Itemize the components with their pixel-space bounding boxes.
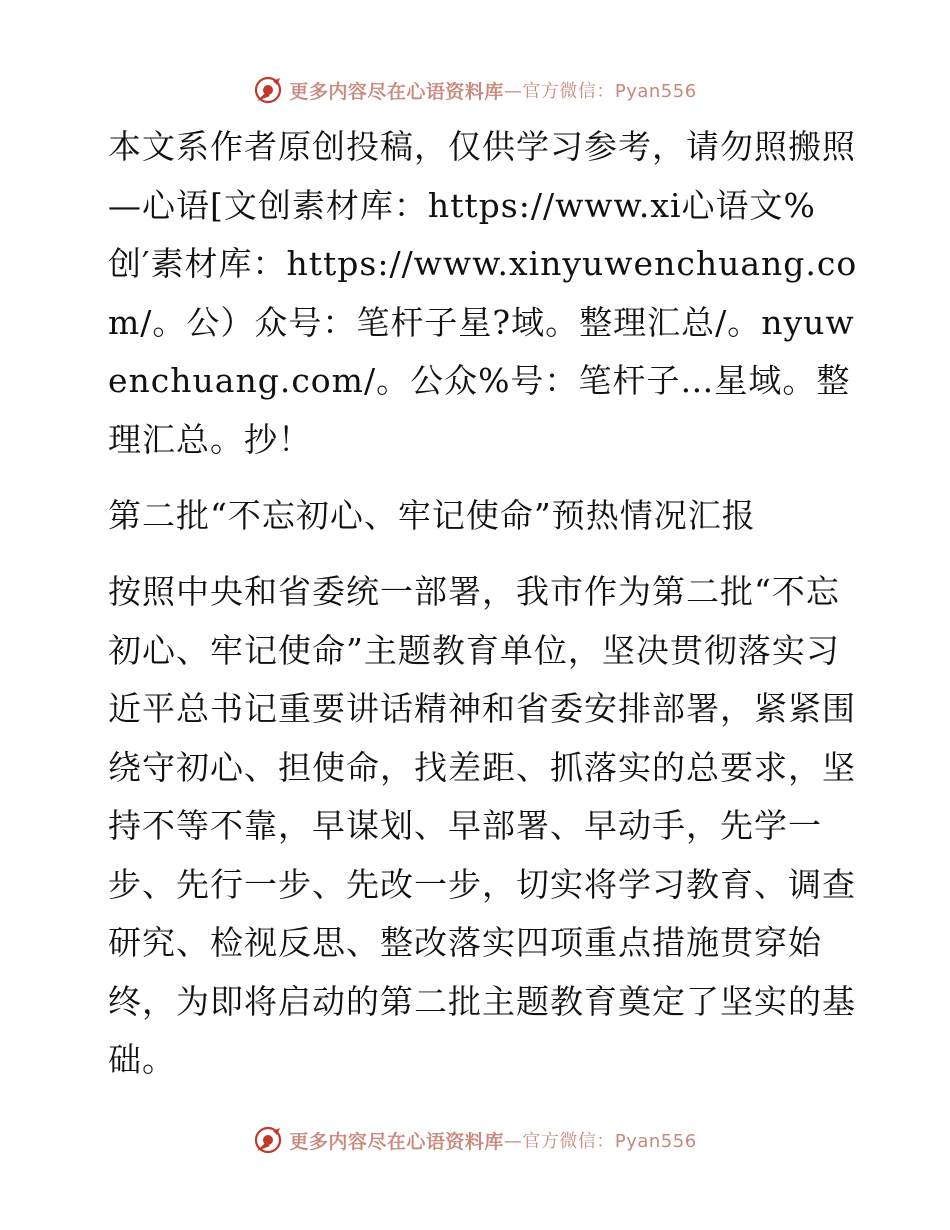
header-banner [0, 70, 950, 110]
footer-banner [0, 1120, 950, 1160]
header-banner-wechat: —官方微信：Pyan556 [503, 81, 697, 102]
document-title: 第二批“不忘初心、牢记使命”预热情况汇报 [108, 496, 756, 535]
footer-banner-wechat: —官方微信：Pyan556 [503, 1131, 697, 1152]
header-banner-inner [253, 75, 696, 105]
pen-logo-icon [253, 1125, 283, 1155]
header-banner-title: 更多内容尽在心语资料库 [289, 80, 504, 103]
pen-logo-icon [253, 75, 283, 105]
copyright-notice: 本文系作者原创投稿，仅供学习参考，请勿照搬照—心语[文创素材库：https://www.xi心语文%创′素材库：https://www.xinyuwenchuang.com/。公）众号：笔杆子星?域。整理汇总/。nyuwenchuang.com/。公众%号：笔杆子…星域。整理汇总。抄！ [108, 127, 858, 459]
body-paragraph: 按照中央和省委统一部署，我市作为第二批“不忘初心、牢记使命”主题教育单位，坚决贯彻落实习近平总书记重要讲话精神和省委安排部署，紧紧围绕守初心、担使命，找差距、抓落实的总要求，坚持不等不靠，早谋划、早部署、早动手，先学一步、先行一步、先改一步，切实将学习教育、调查研究、检视反思、整改落实四项重点措施贯穿始终，为即将启动的第二批主题教育奠定了坚实的基础。 [108, 572, 856, 1079]
footer-banner-title: 更多内容尽在心语资料库 [289, 1130, 504, 1153]
footer-banner-inner [253, 1125, 696, 1155]
document-content [98, 118, 858, 1090]
